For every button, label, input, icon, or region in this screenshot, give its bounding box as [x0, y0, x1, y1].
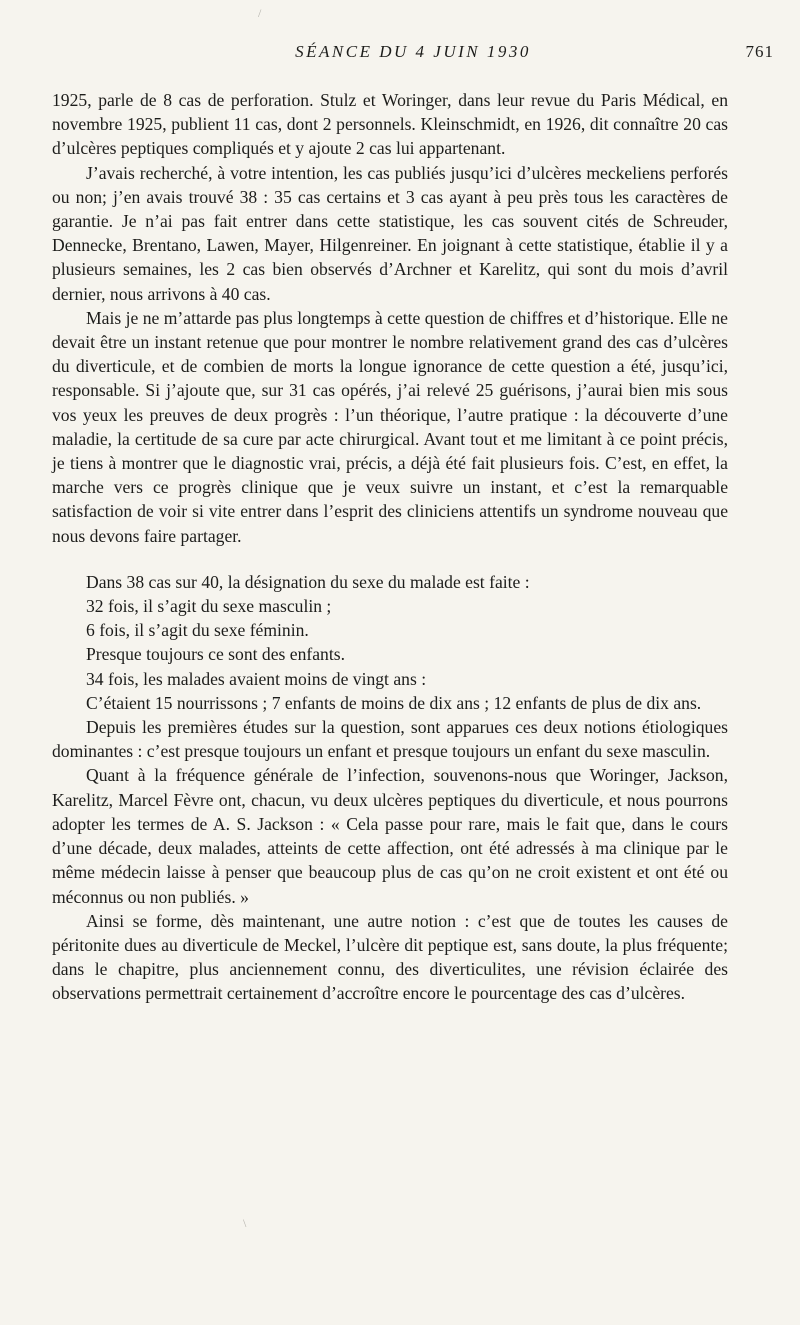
- statistics-block: [52, 570, 728, 715]
- paragraph-5: Quant à la fréquence générale de l’infection, souvenons-nous que Woringer, Jackson, Karelitz, Marcel Fèvre ont, chacun, vu deux ulcères peptiques du diverticule, et nous pourrons adopter les termes de A. S. Jackson : « Cela passe pour rare, mais le fait que, dans le cours d’une décade, deux malades, atteints de cette affection, ont été adressés à ma clinique par le même médecin laisse à penser que beaucoup plus de cas qu’on ne croit existent et ont été ou méconnus ou non publiés. »: [52, 765, 728, 907]
- body-text: [52, 88, 728, 1006]
- stats-line-6: C’étaient 15 nourrissons ; 7 enfants de moins de dix ans ; 12 enfants de plus de dix ans.: [86, 692, 702, 713]
- stats-line-5: 34 fois, les malades avaient moins de vingt ans :: [86, 668, 427, 689]
- running-header: [52, 42, 774, 68]
- print-speck: /: [258, 6, 262, 20]
- section-gap: [52, 548, 728, 570]
- paragraph-2: J’avais recherché, à votre intention, les cas publiés jusqu’ici d’ulcères meckeliens perforés ou non; j’en avais trouvé 38 : 35 cas certains et 3 cas ayant à peu près tous les caractères de garantie. Je n’ai pas fait entrer dans cette statistique, les cas souvent cités de Schreuder, Dennecke, Brentano, Lawen, Mayer, Hilgenreiner. En joignant à cette statistique, établie il y a plusieurs semaines, les 2 cas bien observés d’Archner et Karelitz, qui sont du mois d’avril dernier, nous arrivons à 40 cas.: [52, 162, 728, 304]
- stats-line-2: 32 fois, il s’agit du sexe masculin ;: [86, 596, 332, 617]
- stats-line-4: Presque toujours ce sont des enfants.: [86, 644, 345, 665]
- session-title: SÉANCE DU 4 JUIN 1930: [295, 42, 531, 61]
- paragraph-4: Depuis les premières études sur la question, sont apparues ces deux notions étiologiques dominantes : c’est presque toujours un enfant et presque toujours un enfant du sexe masculin.: [52, 717, 728, 762]
- paragraph-1: 1925, parle de 8 cas de perforation. Stulz et Woringer, dans leur revue du Paris Médical, en novembre 1925, publient 11 cas, dont 2 personnels. Kleinschmidt, en 1926, dit connaître 20 cas d’ulcères peptiques compliqués et y ajoute 2 cas lui appartenant.: [52, 90, 728, 159]
- paragraph-3: Mais je ne m’attarde pas plus longtemps à cette question de chiffres et d’historique. Elle ne devait être un instant retenue que pour montrer le nombre relativement grand des cas d’ulcères du diverticule, et de combien de morts la longue ignorance de cette question a été, jusqu’ici, responsable. Si j’ajoute que, sur 31 cas opérés, j’ai relevé 25 guérisons, j’aurai bien mis sous vos yeux les preuves de deux progrès : l’un théorique, l’autre pratique : la découverte d’une maladie, la certitude de sa cure par acte chirurgical. Avant tout et me limitant à ce point précis, je tiens à montrer que le diagnostic vrai, précis, a déjà été fait plusieurs fois. C’est, en effet, la marche vers ce progrès clinique que je veux suivre un instant, et c’est la remarquable satisfaction de voir si vite entrer dans l’esprit des cliniciens attentifs un syndrome nouveau que nous devons faire partager.: [52, 307, 728, 546]
- page-number: 761: [745, 42, 774, 61]
- print-speck: \: [243, 1216, 247, 1230]
- stats-line-3: 6 fois, il s’agit du sexe féminin.: [86, 620, 309, 641]
- paragraph-6: Ainsi se forme, dès maintenant, une autre notion : c’est que de toutes les causes de péritonite dues au diverticule de Meckel, l’ulcère dit peptique est, sans doute, la plus fréquente; dans le chapitre, plus anciennement connu, des diverticulites, une révision éclairée des observations permettrait certainement d’accroître encore le pourcentage des cas d’ulcères.: [52, 910, 728, 1004]
- stats-line-1: Dans 38 cas sur 40, la désignation du sexe du malade est faite :: [86, 571, 530, 592]
